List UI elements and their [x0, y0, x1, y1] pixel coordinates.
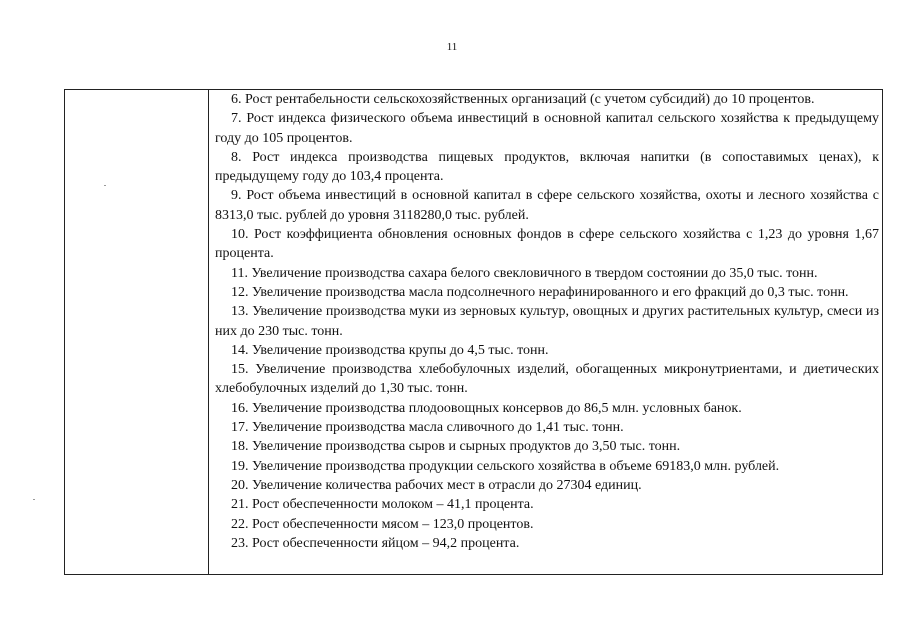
- indicator-item: 10. Рост коэффициента обновления основных фондов в сфере сельского хозяйства с 1,23 до уровня 1,67 процента.: [215, 227, 879, 262]
- indicator-item: 18. Увеличение производства сыров и сырных продуктов до 3,50 тыс. тонн.: [231, 439, 681, 455]
- indicator-item: 23. Рост обеспеченности яйцом – 94,2 процента.: [231, 535, 520, 551]
- indicator-item: 21. Рост обеспеченности молоком – 41,1 процента.: [231, 497, 534, 513]
- indicator-item: 12. Увеличение производства масла подсолнечного нерафинированного и его фракций до 0,3 тыс. тонн.: [231, 284, 849, 300]
- indicator-item: 13. Увеличение производства муки из зерновых культур, овощных и других растительных культур, смеси из них до 230 тыс. тонн.: [215, 304, 879, 339]
- scan-speck: [104, 185, 106, 186]
- indicators-column: [215, 90, 879, 553]
- indicator-item: 7. Рост индекса физического объема инвестиций в основной капитал сельского хозяйства к предыдущему году до 105 процентов.: [215, 111, 879, 146]
- indicator-item: 6. Рост рентабельности сельскохозяйственных организаций (с учетом субсидий) до 10 процентов.: [231, 92, 815, 107]
- indicator-item: 11. Увеличение производства сахара белого свекловичного в твердом состоянии до 35,0 тыс. тонн.: [231, 265, 818, 281]
- document-table: [64, 89, 883, 575]
- column-divider: [208, 90, 209, 574]
- indicator-item: 20. Увеличение количества рабочих мест в отрасли до 27304 единиц.: [231, 477, 642, 493]
- indicator-item: 16. Увеличение производства плодоовощных консервов до 86,5 млн. условных банок.: [231, 400, 742, 416]
- scan-speck: [33, 499, 35, 500]
- indicator-item: 17. Увеличение производства масла сливочного до 1,41 тыс. тонн.: [231, 420, 624, 436]
- indicator-item: 15. Увеличение производства хлебобулочных изделий, обогащенных микронутриентами, и диетических хлебобулочных изделий до 1,30 тыс. тонн.: [215, 362, 879, 397]
- indicator-item: 8. Рост индекса производства пищевых продуктов, включая напитки (в сопоставимых ценах), к предыдущему году до 103,4 процента.: [215, 149, 879, 185]
- indicator-item: 9. Рост объема инвестиций в основной капитал в сфере сельского хозяйства, охоты и лесного хозяйства с 8313,0 тыс. рублей до уровня 3118280,0 тыс. рублей.: [215, 188, 879, 223]
- indicator-item: 22. Рост обеспеченности мясом – 123,0 процентов.: [231, 516, 534, 532]
- indicator-item: 14. Увеличение производства крупы до 4,5 тыс. тонн.: [231, 342, 549, 358]
- indicator-item: 19. Увеличение производства продукции сельского хозяйства в объеме 69183,0 млн. рублей.: [231, 458, 780, 474]
- page-number: 11: [446, 41, 458, 53]
